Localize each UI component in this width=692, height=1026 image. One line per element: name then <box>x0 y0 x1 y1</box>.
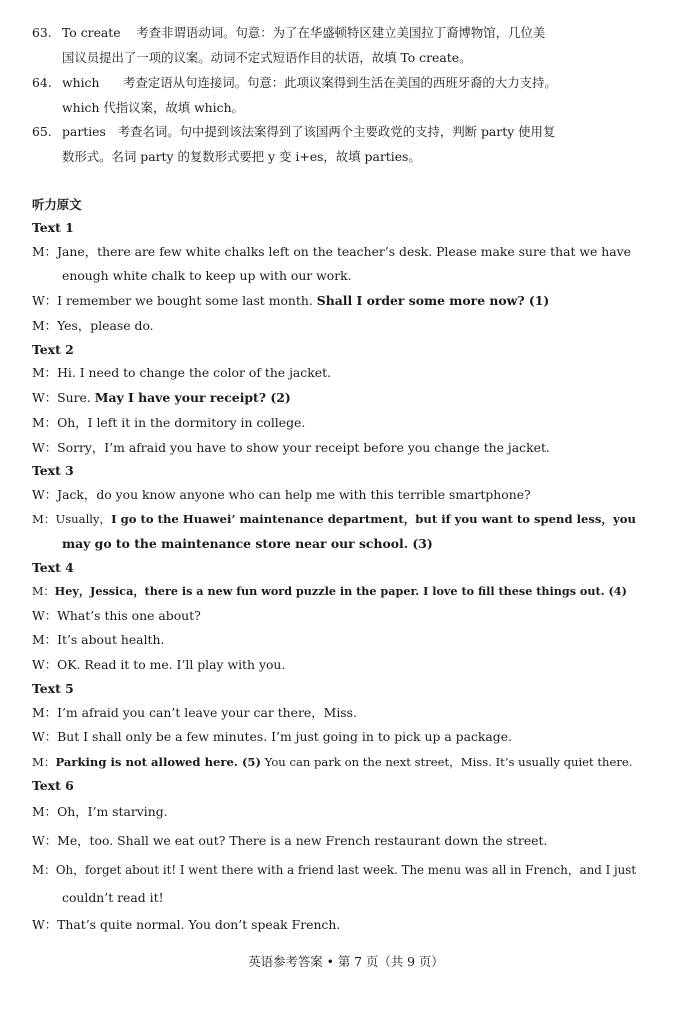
dialogue-line: M：I’m afraid you can’t leave your car there，Miss. <box>32 705 357 720</box>
dialogue-line: W：What’s this one about? <box>32 608 201 623</box>
dialogue-line: W：Sorry，I’m afraid you have to show your receipt before you change the jacket. <box>32 440 550 455</box>
text-2-title: Text 2 <box>32 342 74 357</box>
answer-word: which <box>62 75 100 90</box>
dialogue-line: enough white chalk to keep up with our work. <box>62 268 352 283</box>
answer-explanation: 考查定语从句连接词。句意：此项议案得到生活在美国的西班牙裔的大力支持。 <box>123 75 557 90</box>
dialogue-line: W：But I shall only be a few minutes. I’m just going in to pick up a package. <box>32 729 513 744</box>
dialogue-text: You can park on the next street，Miss. It’s usually quiet there. <box>260 755 633 769</box>
text-1-title: Text 1 <box>32 220 74 235</box>
key-sentence: I go to the Huawei’ maintenance department，but if you want to spend less，you <box>111 512 636 526</box>
dialogue-line: M：Jane，there are few white chalks left on the teacher’s desk. Please make sure that we have <box>32 244 632 259</box>
dialogue-line: W：That’s quite normal. You don’t speak French. <box>32 917 341 932</box>
answer-65-line1 <box>32 123 636 141</box>
text-4-title: Text 4 <box>32 560 74 575</box>
dialogue-line: M：Oh，I left it in the dormitory in college. <box>32 415 306 430</box>
key-sentence: May I have your receipt? (2) <box>94 390 291 405</box>
dialogue-line: W：Me，too. Shall we eat out? There is a new French restaurant down the street. <box>32 833 548 848</box>
answer-word: parties <box>62 124 106 139</box>
answer-number: 65. <box>32 124 52 139</box>
answer-64-line2: which 代指议案，故填 which。 <box>62 100 244 115</box>
dialogue-line: W：Jack，do you know anyone who can help me with this terrible smartphone? <box>32 487 531 502</box>
dialogue-line <box>32 389 636 407</box>
dialogue-line <box>32 510 636 528</box>
answer-number: 63. <box>32 25 52 40</box>
answer-number: 64. <box>32 75 52 90</box>
dialogue-line: M：Yes，please do. <box>32 318 154 333</box>
dialogue-line: W：OK. Read it to me. I’ll play with you. <box>32 657 286 672</box>
page-footer: 英语参考答案 • 第 7 页（共 9 页） <box>248 954 444 969</box>
answer-63-line1 <box>32 24 636 42</box>
dialogue-line <box>32 582 636 601</box>
dialogue-line: M：Oh，forget about it! I went there with a friend last week. The menu was all in French，and I just <box>32 863 637 877</box>
dialogue-text: M： <box>32 755 56 769</box>
key-sentence: Shall I order some more now? (1) <box>316 293 550 308</box>
key-sentence: Parking is not allowed here. (5) <box>55 755 261 769</box>
answer-64-line1 <box>32 74 636 92</box>
dialogue-text: W：I remember we bought some last month. <box>32 293 317 308</box>
answer-explanation: 考查名词。句中提到该法案得到了该国两个主要政党的支持，判断 party 使用复 <box>117 124 556 139</box>
dialogue-line: M：It’s about health. <box>32 632 165 647</box>
answer-word: To create <box>62 25 121 40</box>
dialogue-line: couldn’t read it! <box>62 890 164 905</box>
dialogue-line: M：Hi. I need to change the color of the jacket. <box>32 365 331 380</box>
key-sentence: may go to the maintenance store near our school. (3) <box>62 536 433 551</box>
dialogue-text: W：Sure. <box>32 390 95 405</box>
answer-63-line2: 国议员提出了一项的议案。动词不定式短语作目的状语，故填 To create。 <box>62 50 472 65</box>
text-5-title: Text 5 <box>32 681 74 696</box>
answer-explanation: 考查非谓语动词。句意：为了在华盛顿特区建立美国拉丁裔博物馆，几位美 <box>136 25 546 40</box>
dialogue-line: M：Oh，I’m starving. <box>32 804 168 819</box>
key-sentence: Hey，Jessica，there is a new fun word puzzle in the paper. I love to fill these things out. (4) <box>54 584 627 598</box>
dialogue-line <box>32 753 636 771</box>
text-3-title: Text 3 <box>32 463 74 478</box>
answer-65-line2: 数形式。名词 party 的复数形式要把 y 变 i+es，故填 parties。 <box>62 149 421 164</box>
dialogue-text: M： <box>32 585 55 598</box>
dialogue-line <box>32 292 636 310</box>
text-6-title: Text 6 <box>32 778 74 793</box>
dialogue-text: M：Usually， <box>32 512 112 526</box>
section-title: 听力原文 <box>32 197 82 212</box>
